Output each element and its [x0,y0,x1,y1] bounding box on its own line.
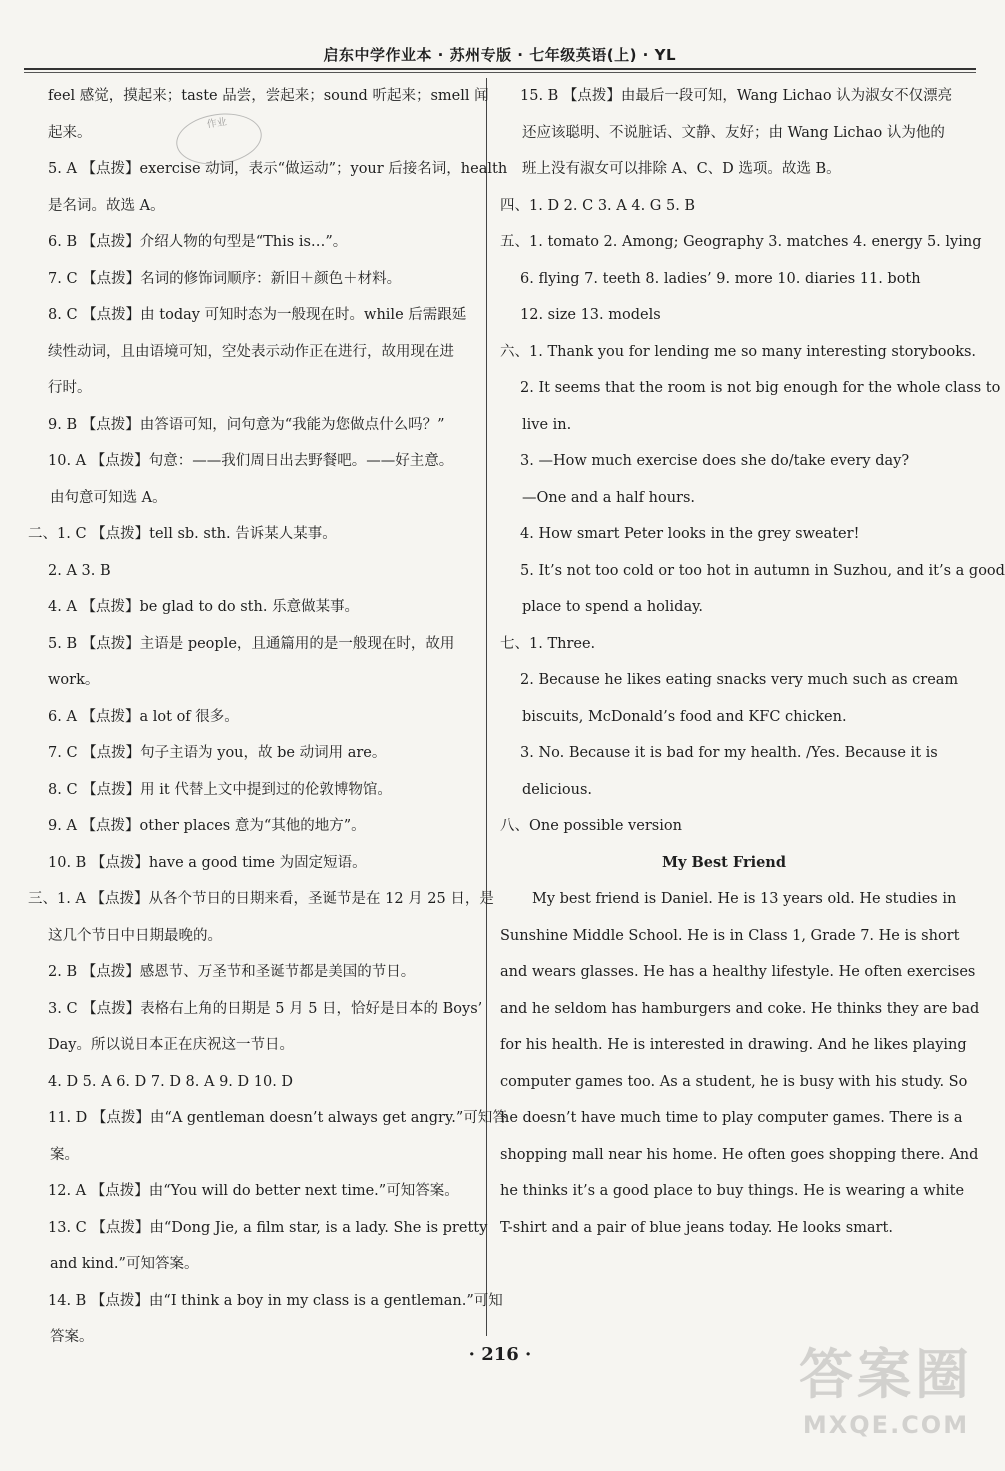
answer-line: 5. It’s not too cold or too hot in autumn in Suzhou, and it’s a good [520,562,1005,579]
answer-line: 4. How smart Peter looks in the grey sweater! [520,526,860,542]
answer-line: 9. A 【点拨】other places 意为“其他的地方”。 [48,818,366,834]
answer-line: 六、1. Thank you for lending me so many interesting storybooks. [500,343,977,360]
answer-line: —One and a half hours. [522,489,696,506]
answer-line: 由句意可知选 A。 [50,489,167,506]
essay-line: computer games too. As a student, he is busy with his study. So [500,1073,968,1090]
answer-line: 15. B 【点拨】由最后一段可知，Wang Lichao 认为淑女不仅漂亮 [520,88,953,104]
answer-line: 7. C 【点拨】句子主语为 you，故 be 动词用 are。 [48,745,387,761]
answer-line: 3. C 【点拨】表格右上角的日期是 5 月 5 日，恰好是日本的 Boys’ [48,1000,483,1017]
answer-line: 班上没有淑女可以排除 A、C、D 选项。故选 B。 [522,161,841,177]
answer-line: 3. No. Because it is bad for my health. /Yes. Because it is [520,745,938,761]
answer-line: 10. A 【点拨】句意：——我们周日出去野餐吧。——好主意。 [48,453,454,469]
column-divider [486,78,487,1336]
answer-line: 七、1. Three. [500,635,596,652]
answer-line: 2. A 3. B [48,562,111,579]
essay-line: T-shirt and a pair of blue jeans today. He looks smart. [500,1219,893,1236]
answer-line: place to spend a holiday. [522,599,703,615]
answer-line: 2. Because he likes eating snacks very much such as cream [520,672,959,688]
stamp-text: 作业 [206,116,228,131]
answer-line: feel 感觉，摸起来；taste 品尝，尝起来；sound 听起来；smell 闻 [48,88,489,104]
answer-line: 是名词。故选 A。 [48,197,165,214]
essay-line: he thinks it’s a good place to buy things. He is wearing a white [500,1183,965,1199]
essay-body [500,881,980,1246]
answer-line: 还应该聪明、不说脏话、文静、友好；由 Wang Lichao 认为他的 [522,124,945,141]
watermark-url: MXQE.COM [802,1411,970,1439]
answer-line: 6. A 【点拨】a lot of 很多。 [48,708,239,725]
essay-line: Sunshine Middle School. He is in Class 1, Grade 7. He is short [500,927,960,944]
answer-line: 10. B 【点拨】have a good time 为固定短语。 [48,854,367,871]
answer-line: 2. It seems that the room is not big enough for the whole class to [520,380,1001,396]
answer-line: 6. flying 7. teeth 8. ladies’ 9. more 10. diaries 11. both [520,270,921,287]
answer-line: 5. A 【点拨】exercise 动词，表示“做运动”；your 后接名词，health [48,161,508,177]
essay-line: he doesn’t have much time to play computer games. There is a [500,1110,963,1126]
answer-line: 12. size 13. models [520,307,661,323]
answer-line: 三、1. A 【点拨】从各个节日的日期来看，圣诞节是在 12 月 25 日，是 [28,891,494,907]
essay-line: and he seldom has hamburgers and coke. He thinks they are bad [500,1000,980,1017]
answer-line: 四、1. D 2. C 3. A 4. G 5. B [500,197,696,214]
running-header: 启东中学作业本 · 苏州专版 · 七年级英语(上) · YL [323,46,676,64]
answer-line: 案。 [50,1146,79,1163]
answer-line: biscuits, McDonald’s food and KFC chicken. [522,708,847,725]
essay-line: and wears glasses. He has a healthy lifestyle. He often exercises [500,964,976,980]
essay-title: My Best Friend [661,853,786,871]
header-rule-thin [24,72,976,73]
essay-line: My best friend is Daniel. He is 13 years old. He studies in [532,891,957,907]
answer-line: 13. C 【点拨】由“Dong Jie, a film star, is a lady. She is pretty [48,1219,488,1236]
page-number: · 216 · [468,1344,532,1365]
answer-line: and kind.”可知答案。 [50,1256,199,1272]
answer-line: 这几个节日中日期最晚的。 [48,927,222,944]
answer-line: 行时。 [48,380,92,396]
answer-line: 二、1. C 【点拨】tell sb. sth. 告诉某人某事。 [28,526,337,542]
answer-line: 4. A 【点拨】be glad to do sth. 乐意做某事。 [48,599,360,615]
answer-line: 八、One possible version [500,818,682,834]
answer-line: 五、1. tomato 2. Among; Geography 3. matches 4. energy 5. lying [500,234,982,250]
answer-line: 8. C 【点拨】由 today 可知时态为一般现在时。while 后需跟延 [48,307,467,323]
watermark-logo [786,1339,986,1459]
essay-line: shopping mall near his home. He often goes shopping there. And [500,1146,979,1163]
answer-line: 答案。 [50,1329,94,1345]
left-column [28,78,508,1356]
answer-line: 5. B 【点拨】主语是 people，且通篇用的是一般现在时，故用 [48,635,455,652]
answer-line: 起来。 [48,124,92,141]
answer-line: 11. D 【点拨】由“A gentleman doesn’t always get angry.”可知答 [48,1110,507,1126]
essay-line: for his health. He is interested in drawing. And he likes playing [500,1037,967,1053]
answer-line: 6. B 【点拨】介绍人物的句型是“This is…”。 [48,234,348,250]
right-answer-list [500,78,1005,845]
answer-line: Day。所以说日本正在庆祝这一节日。 [48,1037,294,1053]
answer-line: 7. C 【点拨】名词的修饰词顺序：新旧＋颜色＋材料。 [48,270,402,287]
answer-line: 3. —How much exercise does she do/take every day? [520,453,910,469]
answer-line: 9. B 【点拨】由答语可知，问句意为“我能为您做点什么吗？” [48,416,445,433]
watermark-main-text: 答案圈 [799,1343,973,1406]
answer-line: 14. B 【点拨】由“I think a boy in my class is a gentleman.”可知 [48,1292,503,1309]
answer-line: 续性动词，且由语境可知，空处表示动作正在进行，故用现在进 [48,343,454,360]
answer-line: work。 [48,672,100,688]
answer-line: 2. B 【点拨】感恩节、万圣节和圣诞节都是美国的节日。 [48,964,416,980]
answer-line: 8. C 【点拨】用 it 代替上文中提到过的伦敦博物馆。 [48,781,392,798]
answer-line: 12. A 【点拨】由“You will do better next time.”可知答案。 [48,1183,459,1199]
header-rule [24,68,976,70]
right-column [500,78,1005,1246]
answer-line: live in. [522,416,572,433]
answer-line: delicious. [522,781,593,798]
answer-line: 4. D 5. A 6. D 7. D 8. A 9. D 10. D [48,1073,294,1090]
